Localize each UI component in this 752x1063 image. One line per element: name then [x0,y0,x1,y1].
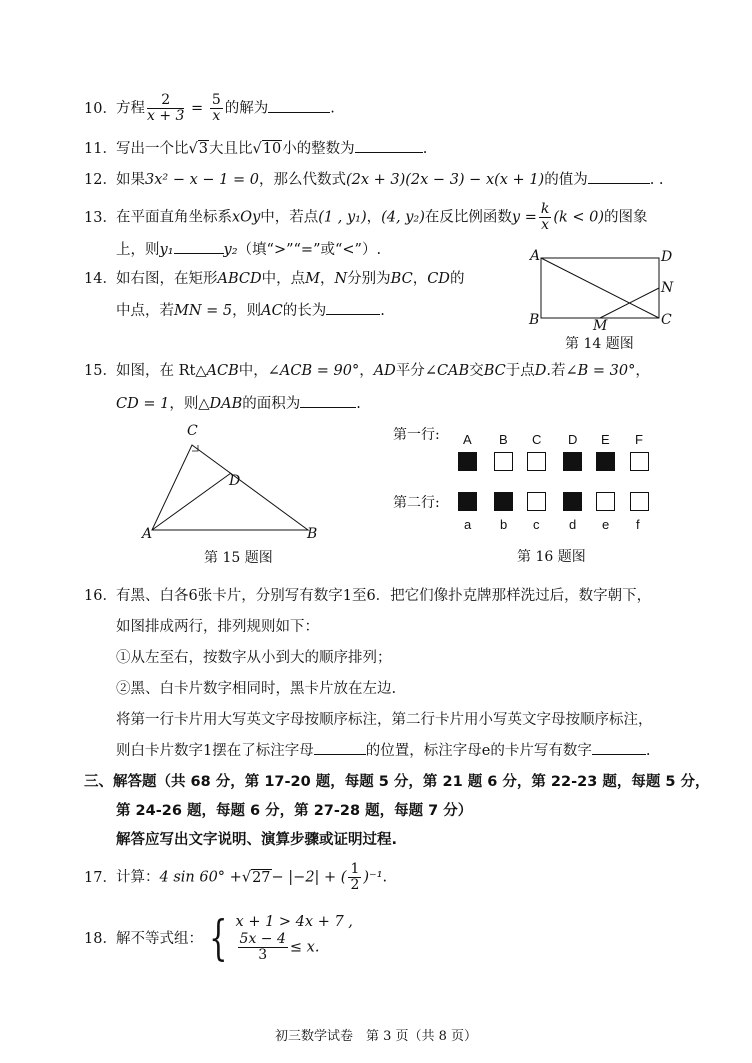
card-row2-c [527,492,546,511]
card-letter-D: D [568,432,578,447]
question-10: 10．方程 $\frac{2}{x + 3}$ = $\frac{5}{x}$ 的解为 . [84,92,335,124]
diagonal-ac [541,258,659,318]
q10-answer-blank [268,98,330,113]
card-letter-d: d [569,517,577,532]
section-3-heading-2: 第 24-26 题，每题 6 分，第 27-28 题，每题 7 分） [116,803,473,819]
inequality-system: x + 1 > 4x + 7 , $\frac{5x - 4}{3}$ ≤ x. [235,914,353,963]
row-1-label: 第一行: [393,427,440,443]
q14-answer-blank [326,300,380,315]
card-letter-A: A [463,432,472,447]
q16-answer-blank-2 [592,740,646,755]
q10-fraction-1: $\frac{2}{x + 3}$ [147,92,185,124]
segment-ad [152,473,231,530]
card-letter-a: a [464,517,472,532]
card-row1-A [458,452,477,471]
question-14-line2: 中点，若MN = 5，则AC的长为 . [116,300,385,322]
label-m: M [593,318,608,334]
card-letter-e: e [602,517,610,532]
card-letter-b: b [500,517,508,532]
question-14: 14．如右图，在矩形ABCD中，点M，N分别为BC，CD的 [84,271,465,287]
card-row1-E [596,452,615,471]
row-2-label: 第二行: [393,495,440,511]
brace: { [209,909,228,966]
card-letter-C: C [532,432,542,447]
figure-15 [140,440,330,540]
label-a: A [530,248,541,264]
page-footer: 初三数学试卷 第 3 页（共 8 页） [274,1029,478,1044]
q16-rule-2: ②黑、白卡片数字相同时，黑卡片放在左边. [116,681,397,697]
question-17: 17．计算：4 sin 60° +√27− |−2| + ( $\frac{1}{2}$ )⁻¹. [84,861,388,893]
card-letter-B: B [499,432,508,447]
card-row2-d [563,492,582,511]
card-row2-a [458,492,477,511]
q16-line2: 如图排成两行，排列规则如下： [116,619,319,635]
label-d: D [229,473,241,489]
question-15: 15．如图，在 Rt△ACB中，∠ACB = 90°，AD平分∠CAB交BC于点D.若∠B = 30°， [84,363,650,379]
q10-fraction-2: $\frac{5}{x}$ [211,92,221,124]
card-letter-c: c [533,517,540,532]
q12-answer-blank [588,169,650,184]
sqrt-10: √10 [252,141,282,157]
card-row2-b [494,492,513,511]
label-n: N [661,280,674,296]
question-15-line2: CD = 1，则△DAB的面积为 . [116,393,361,415]
card-row1-C [527,452,546,471]
figure-16-caption: 第 16 题图 [517,549,586,565]
question-13-line2: 上，则y₁ y₂（填“>”“=”或“<”）. [116,239,381,261]
q11-answer-blank [355,138,423,153]
section-3-heading: 三、解答题（共 68 分，第 17-20 题，每题 5 分，第 21 题 6 分，第 22-23 题，每题 5 分， [84,774,710,790]
q10-text: 方程 [116,100,145,117]
card-letter-E: E [601,432,610,447]
question-11: 11．写出一个比√3大且比√10小的整数为 . [84,138,427,160]
q15-answer-blank [300,393,356,408]
card-row1-D [563,452,582,471]
card-row1-F [630,452,649,471]
q13-fraction: $\frac{k}{x}$ [540,201,550,233]
card-row2-f [630,492,649,511]
card-letter-f: f [636,517,640,532]
card-row1-B [494,452,513,471]
q16-answer-blank-1 [314,740,366,755]
label-c: C [187,423,198,439]
question-18: 18．解不等式组： { x + 1 > 4x + 7 , $\frac{5x - 4}{3}$ ≤ x. [84,909,353,966]
card-letter-F: F [635,432,643,447]
q17-fraction: $\frac{1}{2}$ [350,861,360,893]
sqrt-3: √3 [188,141,208,157]
q16-rule-1: ①从左至右，按数字从小到大的顺序排列； [116,650,392,666]
question-16: 16．有黑、白各6张卡片，分别写有数字1至6．把它们像扑克牌那样洗过后，数字朝下， [84,588,652,604]
label-b: B [529,312,540,328]
question-13: 13．在平面直角坐标系xOy中，若点(1 , y₁)，(4, y₂)在反比例函数y = $\frac{k}{x}$ (k < 0)的图象 [84,201,648,233]
label-c: C [661,312,672,328]
label-a: A [142,526,153,542]
card-row2-e [596,492,615,511]
question-12: 12．如果3x² − x − 1 = 0，那么代数式(2x + 3)(2x − 3) − x(x + 1)的值为 . . [84,169,664,191]
q16-line5: 将第一行卡片用大写英文字母按顺序标注，第二行卡片用小写英文字母按顺序标注， [116,712,653,728]
q13-answer-blank [174,239,224,254]
figure-15-caption: 第 15 题图 [204,550,273,566]
q10-number: 10． [84,100,117,117]
q16-line6: 则白卡片数字1摆在了标注字母 的位置，标注字母e的卡片写有数字 . [116,740,650,762]
section-3-instruction: 解答应写出文字说明、演算步骤或证明过程. [116,832,398,848]
label-d: D [661,249,673,265]
figure-14-caption: 第 14 题图 [565,336,634,352]
label-b: B [307,526,318,542]
